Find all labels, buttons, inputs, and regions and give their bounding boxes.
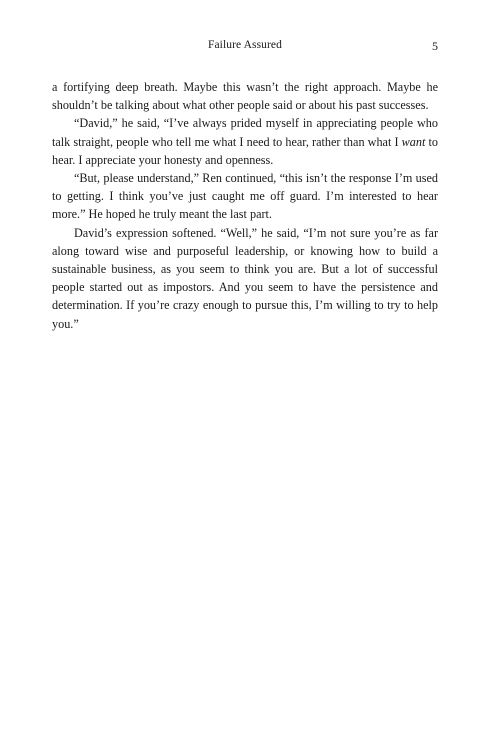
paragraph-text: “David,” he said, “I’ve always prided myself in appreciating people who talk straight, people who tell me what I need to hear, rather than what I [52,116,438,149]
running-header [52,39,438,55]
paragraph [52,114,438,169]
running-title: Failure Assured [207,39,282,51]
body-text [52,78,438,333]
paragraph-continued: a fortifying deep breath. Maybe this wasn’t the right approach. Maybe he shouldn’t be talking about what other people said or about his past successes. [52,80,438,113]
emphasized-word: want [401,134,426,149]
page-number: 5 [432,39,438,53]
paragraph: David’s expression softened. “Well,” he said, “I’m not sure you’re as far along toward wise and purposeful leadership, or knowing how to build a sustainable business, as you seem to think you are. But a lot of successful people started out as impostors. And you seem to have the persistence and determination. If you’re crazy enough to pursue this, I’m willing to try to help you.” [52,225,438,331]
paragraph: “But, please understand,” Ren continued, “this isn’t the response I’m used to getting. I think you’ve just caught me off guard. I’m interested to hear more.” He hoped he truly meant the last part. [52,171,438,222]
paragraph-text: to hear. I appreciate your honesty and openness. [52,134,438,167]
